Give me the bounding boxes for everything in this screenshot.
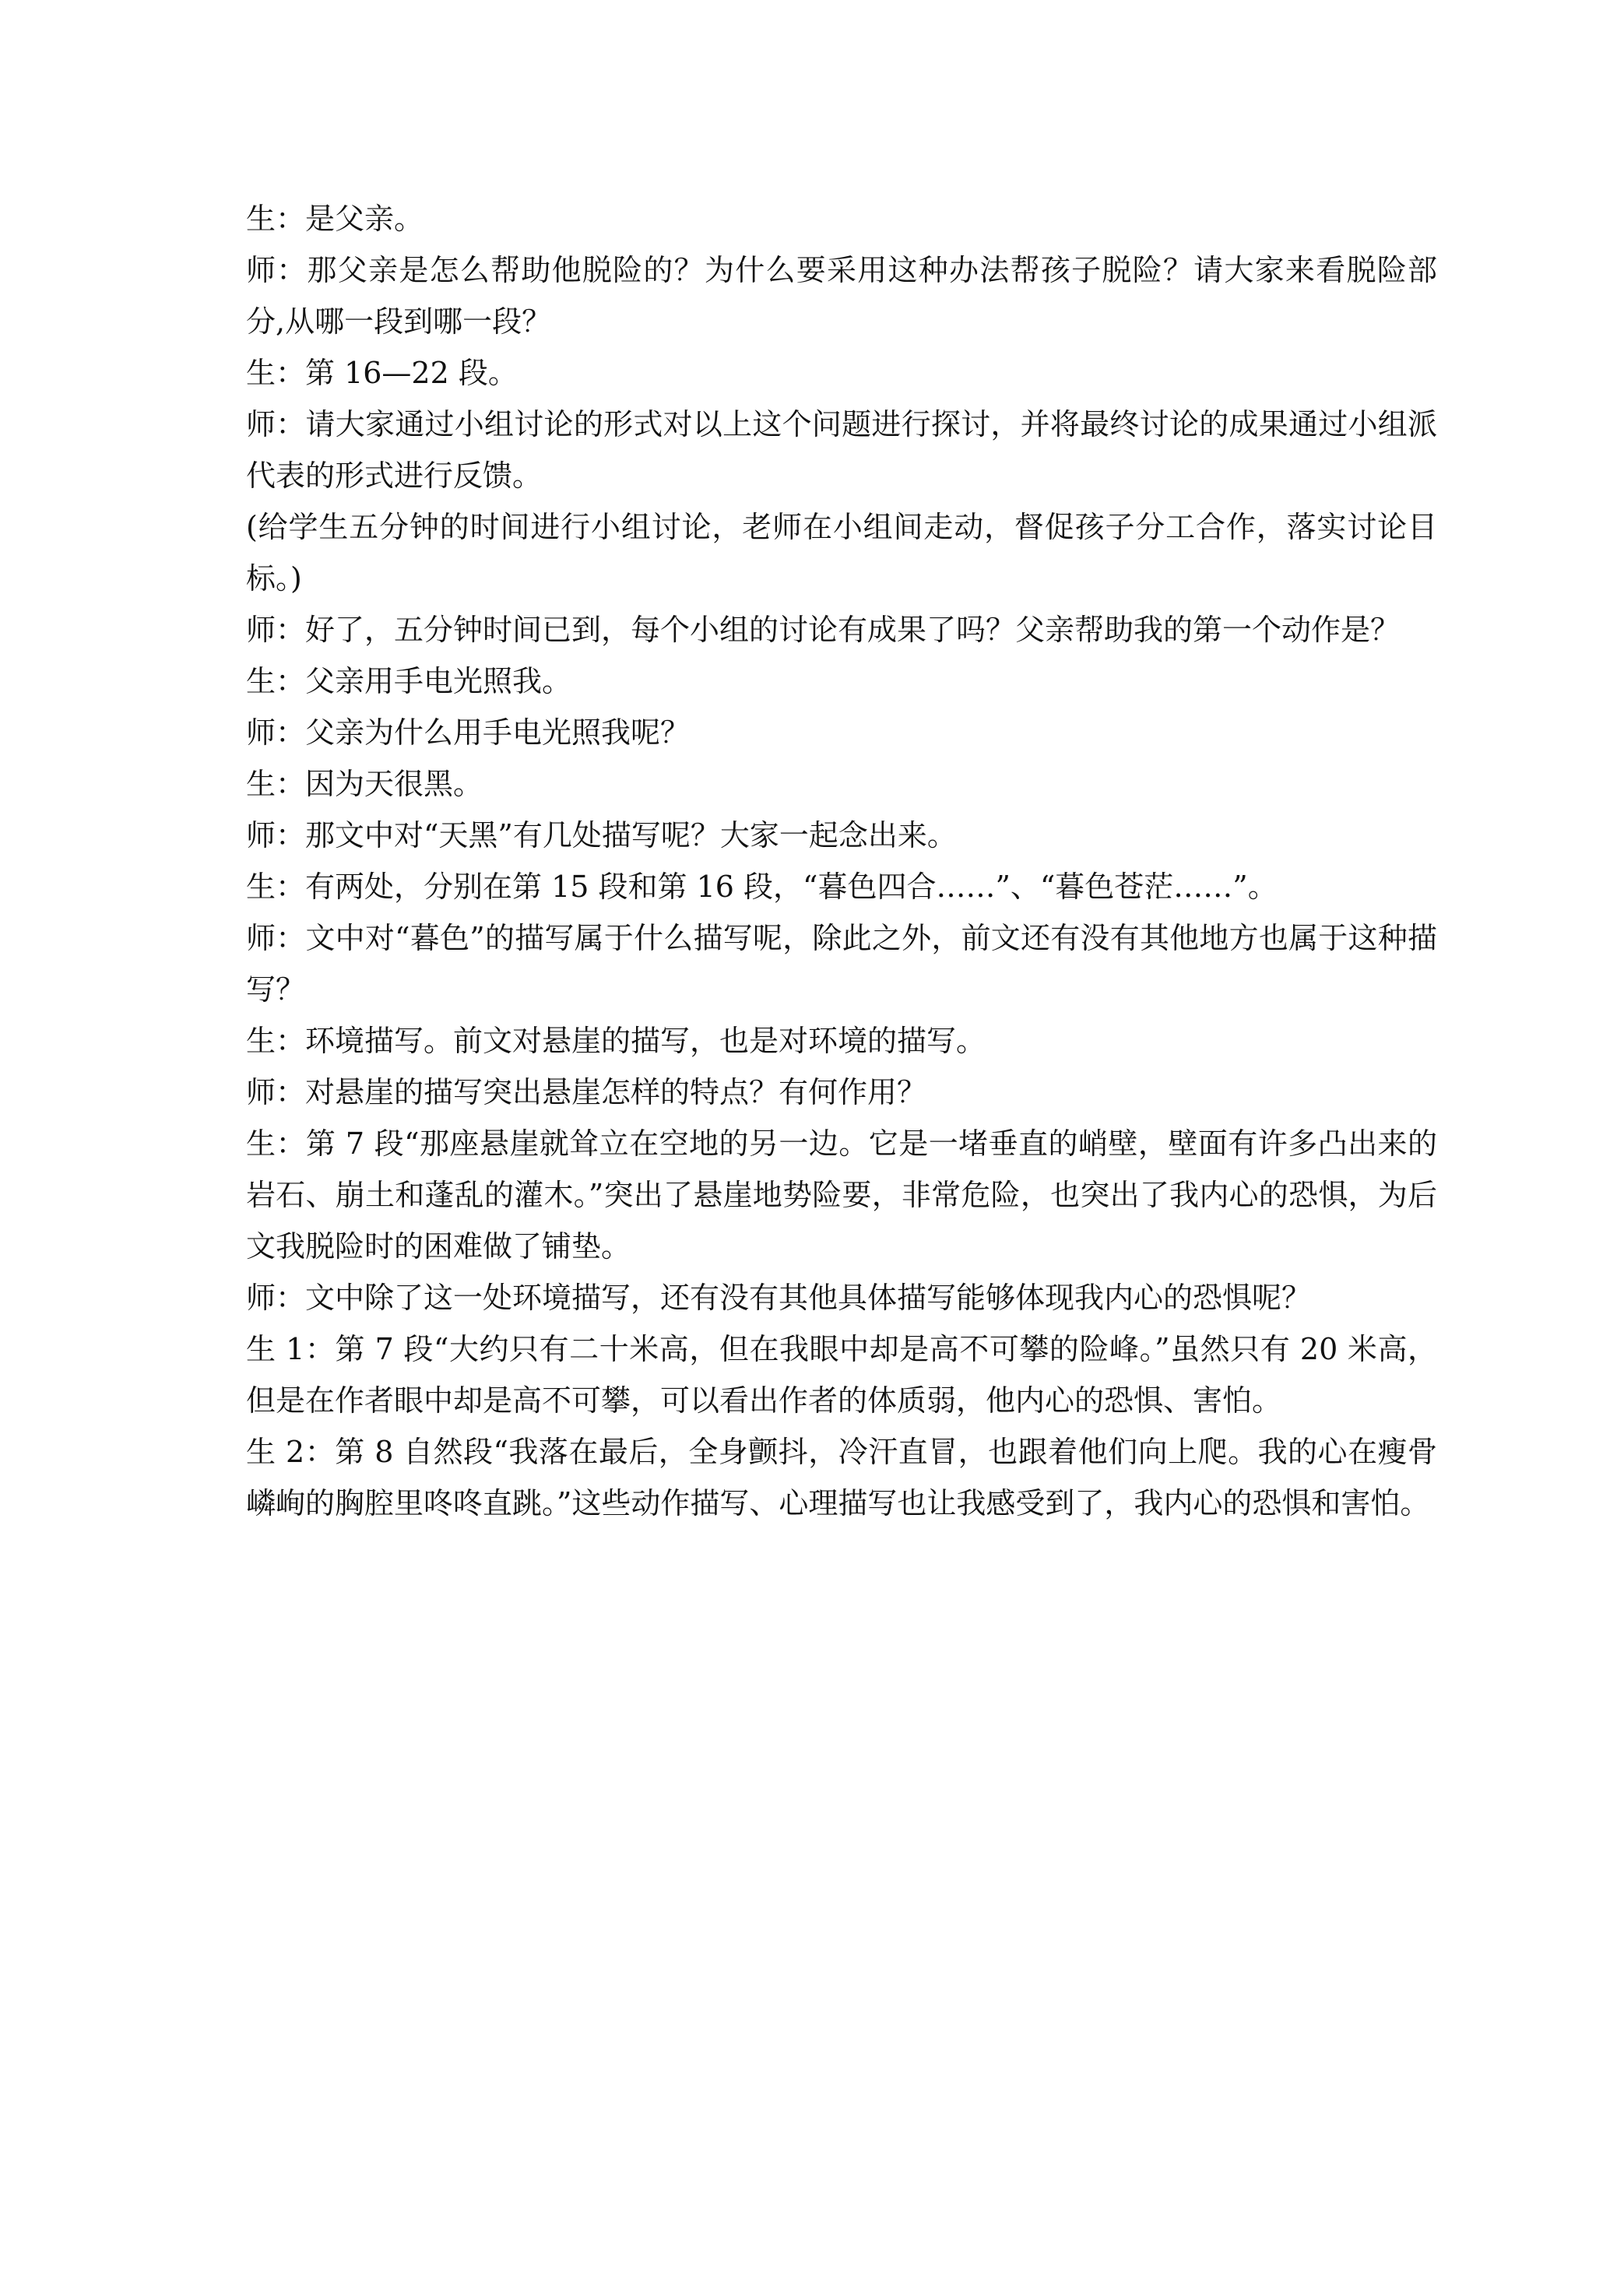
paragraph-6: 师：好了，五分钟时间已到，每个小组的讨论有成果了吗？父亲帮助我的第一个动作是？ — [246, 613, 1401, 647]
paragraph-12: 师：文中对“暮色”的描写属于什么描写呢，除此之外，前文还有没有其他地方也属于这种描写？ — [246, 921, 1437, 1007]
paragraph-5: (给学生五分钟的时间进行小组讨论，老师在小组间走动，督促孩子分工合作，落实讨论目标。) — [246, 510, 1437, 596]
paragraph-14: 师：对悬崖的描写突出悬崖怎样的特点？有何作用？ — [246, 1075, 927, 1109]
document-body — [246, 193, 1437, 1529]
paragraph-15: 生：第 7 段“那座悬崖就耸立在空地的另一边。它是一堵垂直的峭壁，壁面有许多凸出来的岩石、崩土和蓬乱的灌木。”突出了悬崖地势险要，非常危险，也突出了我内心的恐惧，为后文我脱险时的困难做了铺垫。 — [246, 1126, 1437, 1263]
paragraph-4: 师：请大家通过小组讨论的形式对以上这个问题进行探讨，并将最终讨论的成果通过小组派代表的形式进行反馈。 — [246, 407, 1437, 493]
paragraph-18: 生 2：第 8 自然段“我落在最后，全身颤抖，冷汗直冒，也跟着他们向上爬。我的心在瘦骨嶙峋的胸腔里咚咚直跳。”这些动作描写、心理描写也让我感受到了，我内心的恐惧和害怕。 — [246, 1435, 1437, 1520]
paragraph-1: 生：是父亲。 — [246, 202, 424, 236]
paragraph-9: 生：因为天很黑。 — [246, 767, 483, 801]
paragraph-7: 生：父亲用手电光照我。 — [246, 664, 572, 698]
paragraph-13: 生：环境描写。前文对悬崖的描写，也是对环境的描写。 — [246, 1024, 986, 1058]
paragraph-17: 生 1：第 7 段“大约只有二十米高，但在我眼中却是高不可攀的险峰。”虽然只有 20 米高，但是在作者眼中却是高不可攀，可以看出作者的体质弱，他内心的恐惧、害怕。 — [246, 1332, 1437, 1418]
paragraph-10: 师：那文中对“天黑”有几处描写呢？大家一起念出来。 — [246, 818, 957, 852]
paragraph-3: 生：第 16—22 段。 — [246, 356, 518, 390]
paragraph-11: 生：有两处，分别在第 15 段和第 16 段，“暮色四合……”、“暮色苍茫……”。 — [246, 870, 1278, 904]
paragraph-8: 师：父亲为什么用手电光照我呢？ — [246, 715, 691, 750]
paragraph-2: 师：那父亲是怎么帮助他脱险的？为什么要采用这种办法帮孩子脱险？请大家来看脱险部分,从哪一段到哪一段？ — [246, 253, 1437, 339]
paragraph-16: 师：文中除了这一处环境描写，还有没有其他具体描写能够体现我内心的恐惧呢？ — [246, 1281, 1312, 1315]
